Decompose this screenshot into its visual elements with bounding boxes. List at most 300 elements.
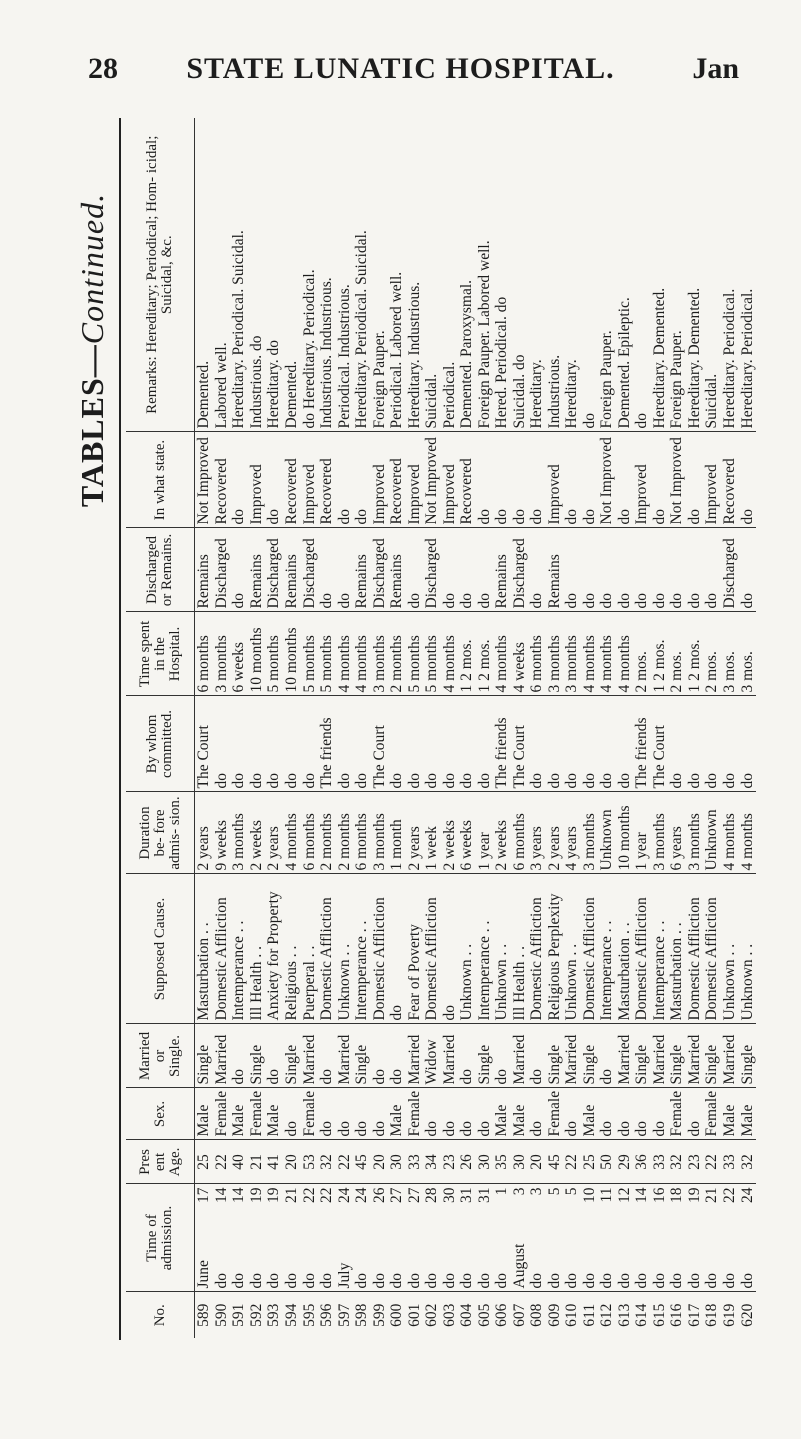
cell-state: do (493, 432, 511, 528)
cell-remarks: Hereditary. (528, 118, 546, 432)
cell-marital: Single (283, 1024, 301, 1088)
cell-remarks: Suicidal. (423, 118, 441, 432)
cell-sex: do (598, 1088, 616, 1140)
cell-committed: The friends (633, 696, 651, 792)
cell-committed: do (598, 696, 616, 792)
cell-marital: Married (721, 1024, 739, 1088)
table-row (598, 118, 616, 1338)
cell-duration: Unknown (598, 792, 616, 874)
cell-remarks: Demented. (195, 118, 213, 432)
cell-marital: do (493, 1024, 511, 1088)
cell-cause: Domestic Affliction (528, 874, 546, 1024)
cell-month: do (545, 1273, 563, 1289)
cell-admission (440, 1184, 458, 1292)
cell-sex: Male (721, 1088, 739, 1140)
cell-cause: Intemperance . . (353, 874, 371, 1024)
cell-age: 33 (721, 1140, 739, 1184)
cell-duration: 6 months (300, 792, 318, 874)
cell-state: Recovered (388, 432, 406, 528)
cell-duration: 6 years (668, 792, 686, 874)
patient-table (126, 118, 756, 1338)
cell-status: Remains (545, 528, 563, 612)
cell-status: Remains (248, 528, 266, 612)
cell-committed: do (528, 696, 546, 792)
cell-month: do (685, 1273, 703, 1289)
cell-age: 22 (213, 1140, 231, 1184)
cell-duration: 4 years (563, 792, 581, 874)
cell-admission (493, 1184, 511, 1292)
cell-state: Recovered (213, 432, 231, 528)
cell-no: 610 (563, 1303, 581, 1327)
column-header: By whom committed. (126, 696, 195, 792)
cell-age: 41 (265, 1140, 283, 1184)
cell-marital: Married (300, 1024, 318, 1088)
cell-time-spent: 4 weeks (510, 612, 528, 696)
cell-cause: Intemperance . . (651, 874, 669, 1024)
cell-status: Remains (388, 528, 406, 612)
column-header: Married or Single. (126, 1024, 195, 1088)
cell-sex: Female (300, 1088, 318, 1140)
cell-time-spent: 6 months (195, 612, 213, 696)
cell-remarks: Industrious. Industrious. (318, 118, 336, 432)
cell-time-spent: 5 months (265, 612, 283, 696)
cell-no: 594 (283, 1303, 300, 1327)
table-row (528, 118, 546, 1338)
cell-duration: 3 years (528, 792, 546, 874)
cell-marital: do (388, 1024, 406, 1088)
cell-cause: Domestic Affliction (370, 874, 388, 1024)
cell-cause: Intemperance . . (598, 874, 616, 1024)
cell-status: do (475, 528, 493, 612)
cell-cause: Intemperance . . (475, 874, 493, 1024)
cell-status: Remains (195, 528, 213, 612)
cell-duration: 1 year (475, 792, 493, 874)
cell-admission (265, 1184, 283, 1292)
cell-remarks: Hered. Periodical. do (493, 118, 511, 432)
cell-committed: do (388, 696, 406, 792)
cell-time-spent: 4 months (616, 612, 634, 696)
cell-sex: do (370, 1088, 388, 1140)
cell-sex: Female (405, 1088, 423, 1140)
cell-remarks: Foreign Pauper. (598, 118, 616, 432)
cell-admission (213, 1184, 231, 1292)
cell-age: 23 (440, 1140, 458, 1184)
cell-sex: Male (493, 1088, 511, 1140)
cell-month: do (353, 1273, 371, 1289)
cell-sex: do (423, 1088, 441, 1140)
cell-admission (423, 1184, 441, 1292)
cell-no: 598 (353, 1303, 371, 1327)
cell-sex: do (475, 1088, 493, 1140)
cell-duration: 3 months (581, 792, 599, 874)
cell-month: do (563, 1273, 581, 1289)
cell-committed: do (668, 696, 686, 792)
cell-state: Not Improved (598, 432, 616, 528)
cell-admission (598, 1184, 616, 1292)
cell-status: do (581, 528, 599, 612)
cell-duration: 4 months (738, 792, 756, 874)
cell-day: 31 (458, 1187, 476, 1203)
cell-time-spent: 2 mos. (703, 612, 721, 696)
cell-duration: 3 months (370, 792, 388, 874)
cell-month: do (405, 1273, 423, 1289)
cell-duration: 2 years (405, 792, 423, 874)
cell-remarks: Demented. Paroxysmal. (458, 118, 476, 432)
cell-month: do (388, 1273, 406, 1289)
cell-duration: 1 month (388, 792, 406, 874)
cell-duration: 3 months (230, 792, 248, 874)
cell-age: 22 (335, 1140, 353, 1184)
cell-status: do (668, 528, 686, 612)
cell-month: do (458, 1273, 476, 1289)
cell-sex: Male (195, 1088, 213, 1140)
cell-cause: Anxiety for Property (265, 874, 283, 1024)
cell-duration: 2 years (545, 792, 563, 874)
cell-committed: The Court (651, 696, 669, 792)
cell-sex: do (616, 1088, 634, 1140)
cell-state: do (265, 432, 283, 528)
cell-status: do (616, 528, 634, 612)
cell-no: 612 (598, 1303, 616, 1327)
cell-no: 591 (230, 1303, 248, 1327)
cell-committed: The friends (318, 696, 336, 792)
cell-remarks: Hereditary. (563, 118, 581, 432)
cell-state: Recovered (721, 432, 739, 528)
cell-admission (738, 1184, 756, 1292)
cell-remarks: Foreign Pauper. Labored well. (475, 118, 493, 432)
cell-sex: Male (510, 1088, 528, 1140)
cell-no: 593 (265, 1303, 283, 1327)
cell-age: 30 (388, 1140, 406, 1184)
cell-sex: Female (668, 1088, 686, 1140)
cell-status: Discharged (370, 528, 388, 612)
cell-remarks: Hereditary. Demented. (651, 118, 669, 432)
cell-committed: do (248, 696, 266, 792)
cell-day: 24 (353, 1187, 371, 1203)
cell-cause: Puerperal . . (300, 874, 318, 1024)
cell-age: 32 (318, 1140, 336, 1184)
cell-time-spent: 3 mos. (721, 612, 739, 696)
column-header: Remarks: Hereditary; Periodical; Hom- icidal; Suicidal, &c. (126, 118, 195, 432)
cell-state: do (475, 432, 493, 528)
cell-cause: Religious . . (283, 874, 301, 1024)
column-header: Pres ent Age. (126, 1140, 195, 1184)
cell-duration: 1 year (633, 792, 651, 874)
cell-admission (721, 1184, 739, 1292)
cell-time-spent: 5 months (423, 612, 441, 696)
cell-state: Not Improved (195, 432, 213, 528)
cell-no: 599 (370, 1303, 388, 1327)
column-header: Time of admission. (126, 1184, 195, 1292)
cell-status: do (458, 528, 476, 612)
cell-state: Recovered (458, 432, 476, 528)
cell-marital: do (458, 1024, 476, 1088)
cell-state: do (230, 432, 248, 528)
cell-no: 601 (405, 1303, 423, 1327)
cell-status: do (738, 528, 756, 612)
cell-age: 53 (300, 1140, 318, 1184)
table-row (581, 118, 599, 1338)
cell-sex: do (686, 1088, 704, 1140)
cell-state: do (335, 432, 353, 528)
cell-duration: 6 weeks (458, 792, 476, 874)
cell-month: do (528, 1273, 546, 1289)
cell-age: 45 (545, 1140, 563, 1184)
table-row (616, 118, 634, 1338)
cell-age: 22 (703, 1140, 721, 1184)
cell-state: Improved (248, 432, 266, 528)
table-row (703, 118, 721, 1338)
cell-duration: 9 weeks (213, 792, 231, 874)
cell-state: do (581, 432, 599, 528)
cell-sex: do (440, 1088, 458, 1140)
cell-status: do (598, 528, 616, 612)
cell-admission (528, 1184, 546, 1292)
cell-remarks: Periodical. Labored well. (388, 118, 406, 432)
cell-age: 33 (405, 1140, 423, 1184)
cell-no: 611 (580, 1303, 598, 1327)
cell-no: 607 (510, 1303, 528, 1327)
table-body (195, 118, 757, 1338)
cell-no: 603 (440, 1303, 458, 1327)
cell-remarks: Hereditary. Periodical. Suicidal. (230, 118, 248, 432)
cell-time-spent: 5 months (405, 612, 423, 696)
cell-sex: do (283, 1088, 301, 1140)
cell-day: 14 (230, 1187, 248, 1203)
cell-age: 25 (195, 1140, 213, 1184)
cell-day: 24 (335, 1187, 353, 1203)
cell-state: Improved (545, 432, 563, 528)
cell-state: Not Improved (423, 432, 441, 528)
cell-status: Discharged (510, 528, 528, 612)
cell-admission (335, 1184, 353, 1292)
cell-cause: Domestic Affliction (423, 874, 441, 1024)
cell-time-spent: 1 2 mos. (475, 612, 493, 696)
cell-month: do (580, 1273, 598, 1289)
cell-status: Remains (283, 528, 301, 612)
cell-time-spent: 6 weeks (230, 612, 248, 696)
cell-state: do (563, 432, 581, 528)
cell-month: July (335, 1262, 353, 1289)
table-row (668, 118, 686, 1338)
cell-duration: 3 months (651, 792, 669, 874)
cell-marital: Married (616, 1024, 634, 1088)
cell-sex: Male (388, 1088, 406, 1140)
cell-time-spent: 5 months (300, 612, 318, 696)
cell-no: 600 (388, 1303, 406, 1327)
cell-month: do (598, 1273, 616, 1289)
cell-month: do (247, 1273, 265, 1289)
cell-cause: Domestic Affliction (703, 874, 721, 1024)
cell-state: Improved (703, 432, 721, 528)
cell-state: Recovered (283, 432, 301, 528)
cell-admission (475, 1184, 493, 1292)
cell-duration: 2 years (195, 792, 213, 874)
cell-marital: Married (651, 1024, 669, 1088)
cell-marital: Single (633, 1024, 651, 1088)
cell-duration: 2 weeks (493, 792, 511, 874)
cell-committed: do (458, 696, 476, 792)
cell-sex: Female (545, 1088, 563, 1140)
cell-time-spent: 10 months (283, 612, 301, 696)
table-left-rule (119, 118, 121, 1340)
cell-time-spent: 4 months (440, 612, 458, 696)
cell-cause: Ill Health . . (248, 874, 266, 1024)
cell-no: 620 (738, 1303, 756, 1327)
cell-state: do (353, 432, 371, 528)
cell-time-spent: 3 months (545, 612, 563, 696)
column-header: Duration be- fore admis- sion. (126, 792, 195, 874)
cell-status: do (405, 528, 423, 612)
cell-admission (668, 1184, 686, 1292)
cell-status: Discharged (423, 528, 441, 612)
table-row (458, 118, 476, 1338)
cell-day: 31 (475, 1187, 493, 1203)
table-row (388, 118, 406, 1338)
table-row (563, 118, 581, 1338)
cell-age: 30 (475, 1140, 493, 1184)
table-row (405, 118, 423, 1338)
cell-committed: do (616, 696, 634, 792)
cell-state: Improved (370, 432, 388, 528)
cell-remarks: Suicidal. do (510, 118, 528, 432)
cell-admission (686, 1184, 704, 1292)
cell-cause: Domestic Affliction (581, 874, 599, 1024)
cell-no: 614 (633, 1303, 651, 1327)
cell-status: do (528, 528, 546, 612)
cell-no: 613 (615, 1303, 633, 1327)
cell-day: 21 (703, 1187, 721, 1203)
cell-sex: do (353, 1088, 371, 1140)
records-table (126, 118, 756, 1338)
cell-no: 615 (650, 1303, 668, 1327)
cell-cause: do (440, 874, 458, 1024)
cell-committed: do (721, 696, 739, 792)
cell-admission (388, 1184, 406, 1292)
column-header: Supposed Cause. (126, 874, 195, 1024)
cell-committed: do (440, 696, 458, 792)
cell-time-spent: 2 months (388, 612, 406, 696)
cell-state: Recovered (318, 432, 336, 528)
cell-marital: do (528, 1024, 546, 1088)
column-header: Discharged or Remains. (126, 528, 195, 612)
cell-month: do (720, 1273, 738, 1289)
cell-no: 596 (318, 1303, 336, 1327)
cell-day: 5 (563, 1187, 581, 1196)
cell-day: 26 (370, 1187, 388, 1203)
cell-day: 30 (440, 1187, 458, 1203)
cell-remarks: Foreign Pauper. (370, 118, 388, 432)
cell-cause: Ill Health . . (510, 874, 528, 1024)
cell-day: 18 (668, 1187, 686, 1203)
cell-no: 608 (528, 1303, 546, 1327)
cell-status: do (563, 528, 581, 612)
table-row (265, 118, 283, 1338)
cell-time-spent: 10 months (248, 612, 266, 696)
cell-duration: 2 months (318, 792, 336, 874)
cell-committed: do (703, 696, 721, 792)
cell-month: do (212, 1273, 230, 1289)
cell-age: 26 (458, 1140, 476, 1184)
cell-marital: Single (248, 1024, 266, 1088)
cell-month: do (668, 1273, 686, 1289)
cell-time-spent: 4 months (493, 612, 511, 696)
cell-day: 14 (633, 1187, 651, 1203)
cell-sex: do (458, 1088, 476, 1140)
cell-day: 22 (300, 1187, 318, 1203)
table-row (475, 118, 493, 1338)
cell-duration: 2 weeks (248, 792, 266, 874)
cell-remarks: Demented. Epileptic. (616, 118, 634, 432)
cell-sex: do (528, 1088, 546, 1140)
cell-status: Discharged (265, 528, 283, 612)
cell-remarks: Hereditary. Industrious. (405, 118, 423, 432)
cell-day: 19 (265, 1187, 283, 1203)
cell-day: 28 (423, 1187, 441, 1203)
cell-admission (581, 1184, 599, 1292)
running-month: Jan (692, 52, 739, 85)
cell-status: do (703, 528, 721, 612)
cell-sex: do (318, 1088, 336, 1140)
cell-age: 21 (248, 1140, 266, 1184)
cell-duration: Unknown (703, 792, 721, 874)
cell-day: 12 (615, 1187, 633, 1203)
cell-marital: Single (353, 1024, 371, 1088)
cell-day: 3 (528, 1187, 546, 1196)
table-row (195, 118, 213, 1338)
cell-state: do (510, 432, 528, 528)
cell-time-spent: 3 months (370, 612, 388, 696)
cell-sex: Female (703, 1088, 721, 1140)
cell-committed: do (581, 696, 599, 792)
cell-committed: The Court (370, 696, 388, 792)
cell-day: 27 (388, 1187, 406, 1203)
cell-committed: do (545, 696, 563, 792)
cell-remarks: Industrious. (545, 118, 563, 432)
cell-no: 592 (247, 1303, 265, 1327)
cell-marital: do (598, 1024, 616, 1088)
cell-committed: The friends (493, 696, 511, 792)
cell-status: do (651, 528, 669, 612)
cell-age: 50 (598, 1140, 616, 1184)
cell-no: 618 (703, 1303, 721, 1327)
cell-cause: do (388, 874, 406, 1024)
cell-cause: Domestic Affliction (213, 874, 231, 1024)
cell-time-spent: 1 2 mos. (651, 612, 669, 696)
cell-status: Remains (493, 528, 511, 612)
cell-cause: Domestic Affliction (633, 874, 651, 1024)
cell-month: August (510, 1243, 528, 1289)
cell-remarks: Hereditary. Periodical. Suicidal. (353, 118, 371, 432)
cell-marital: Married (213, 1024, 231, 1088)
cell-month: do (283, 1273, 300, 1289)
cell-remarks: Industrious. do (248, 118, 266, 432)
cell-age: 33 (651, 1140, 669, 1184)
column-header: No. (126, 1292, 195, 1338)
cell-month: do (493, 1273, 511, 1289)
cell-month: do (440, 1273, 458, 1289)
cell-age: 20 (370, 1140, 388, 1184)
cell-time-spent: 4 months (598, 612, 616, 696)
cell-status: do (230, 528, 248, 612)
cell-committed: do (265, 696, 283, 792)
cell-marital: Single (703, 1024, 721, 1088)
table-row (353, 118, 371, 1338)
cell-marital: Married (405, 1024, 423, 1088)
cell-committed: do (230, 696, 248, 792)
cell-admission (651, 1184, 669, 1292)
cell-duration: 2 weeks (440, 792, 458, 874)
